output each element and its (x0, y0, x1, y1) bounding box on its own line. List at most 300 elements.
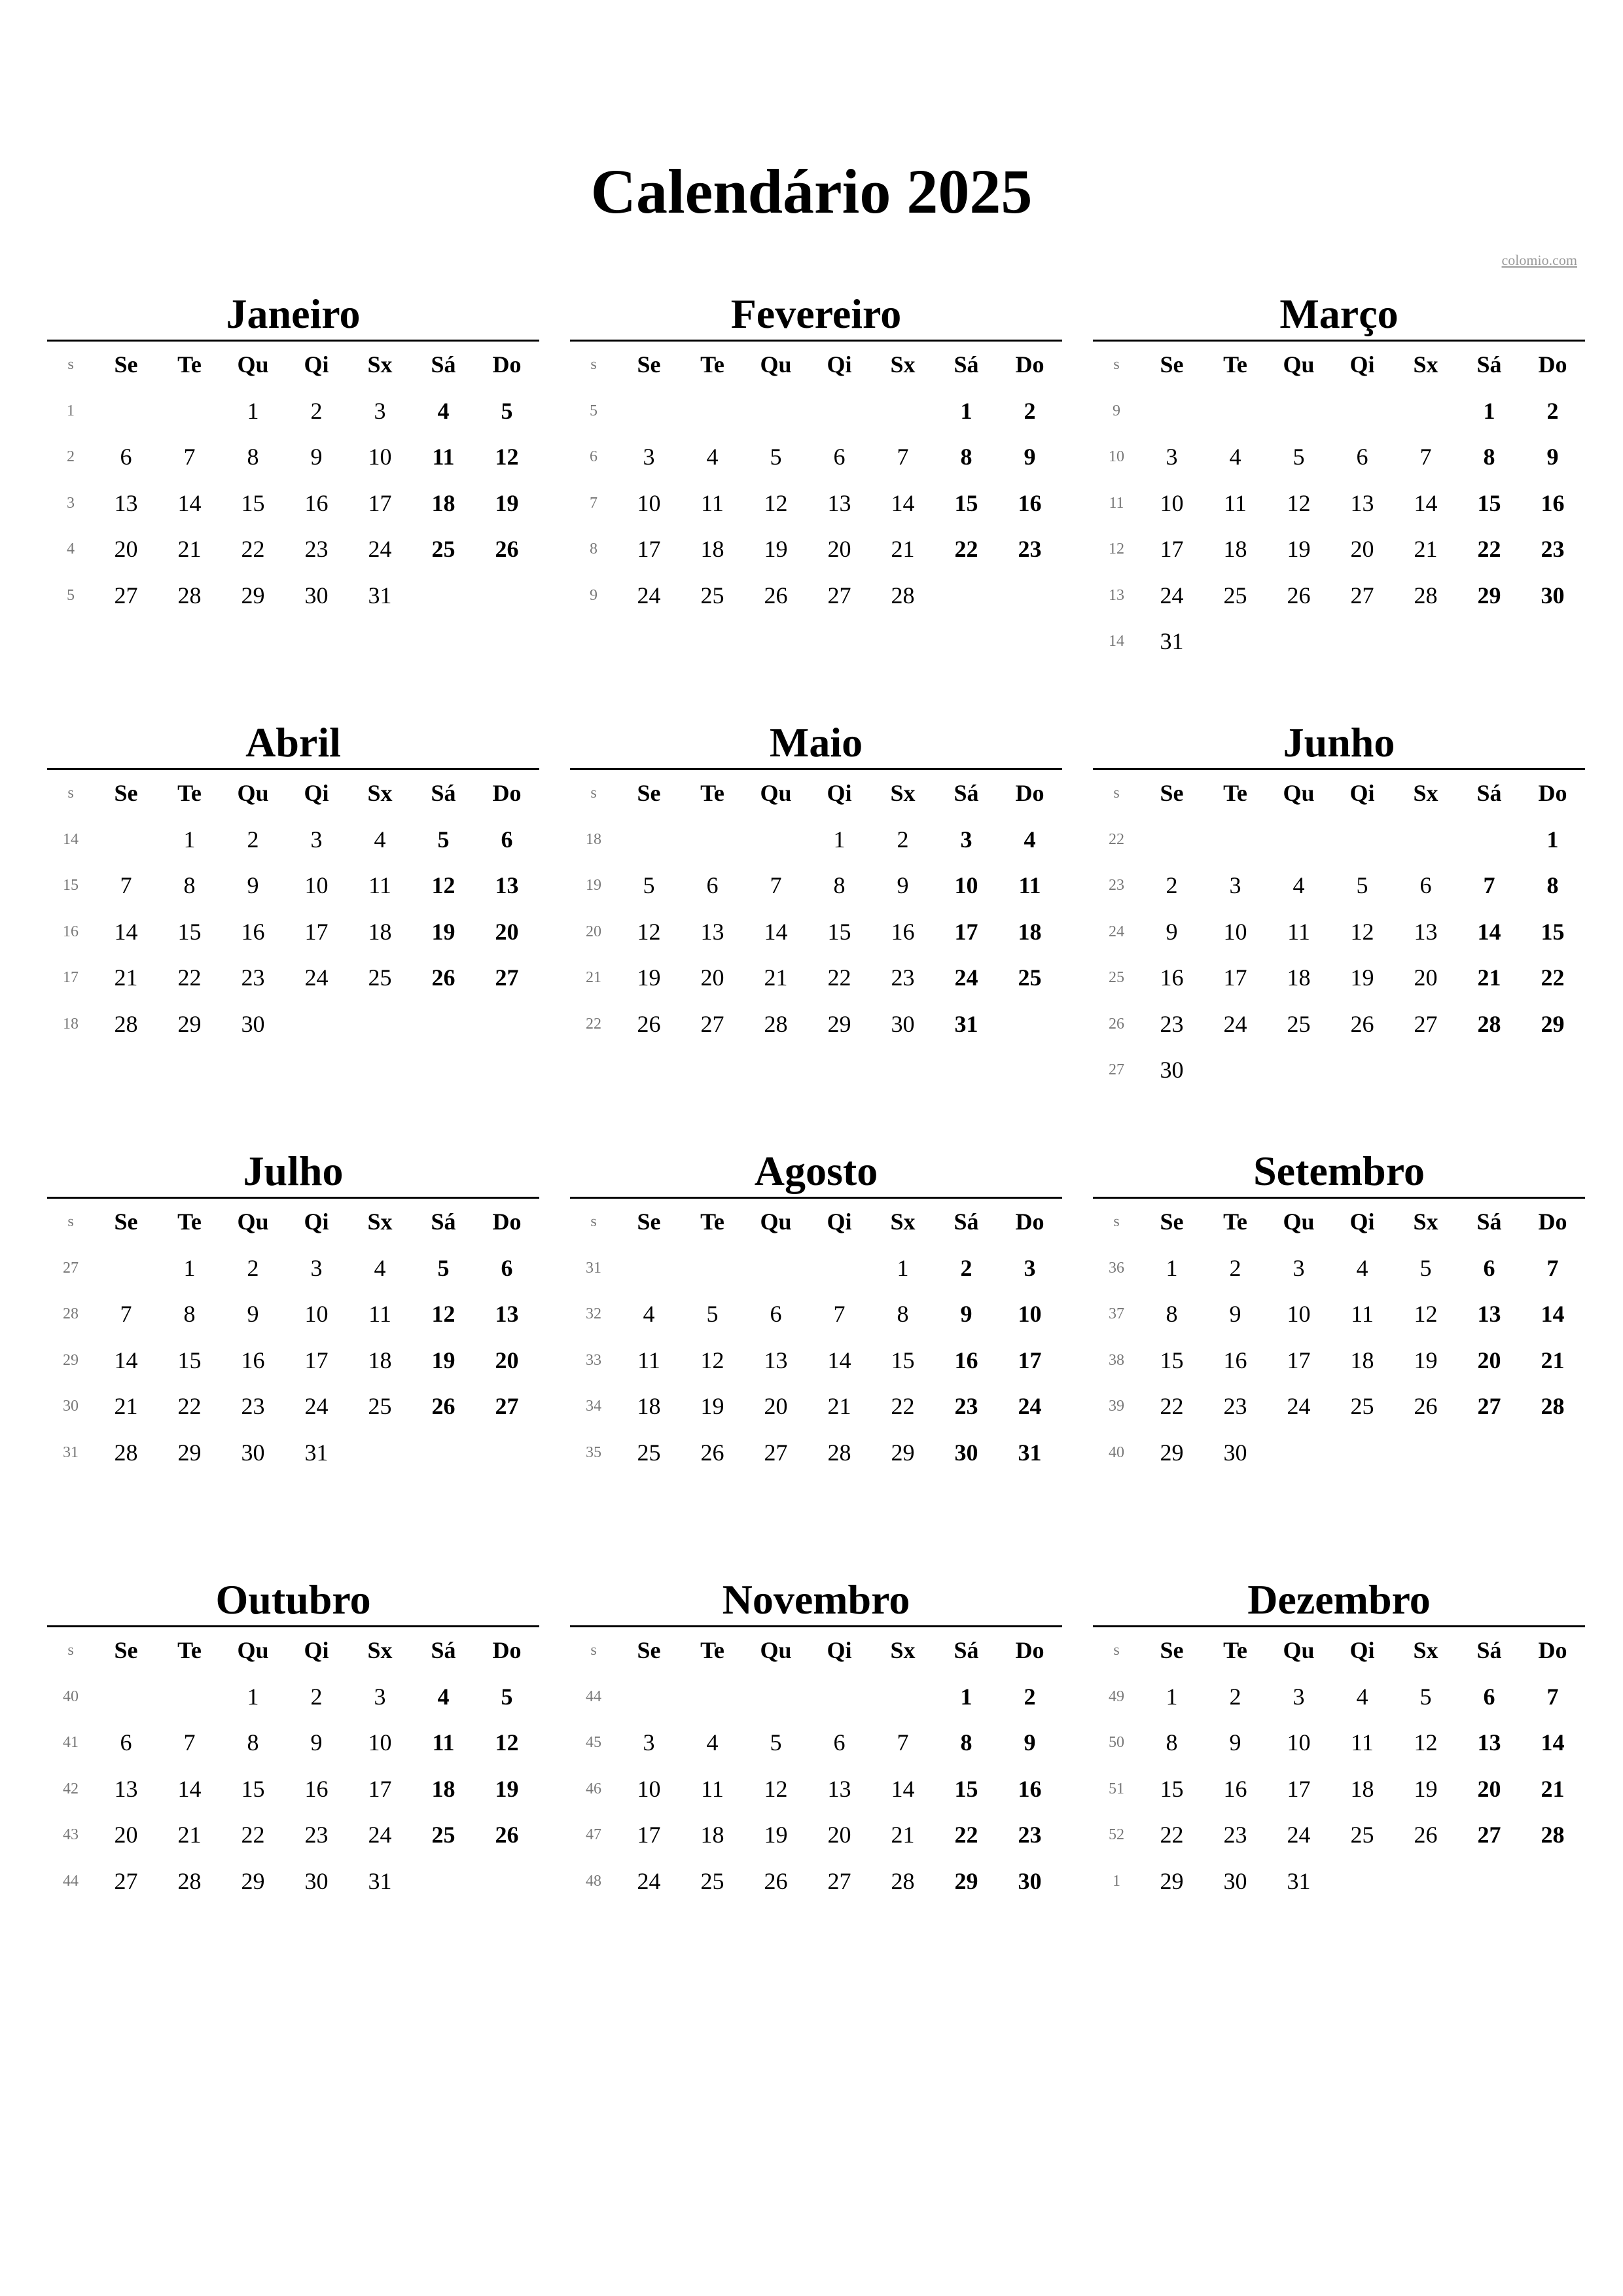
empty-day-cell (1267, 817, 1330, 863)
day-cell: 22 (177, 964, 202, 991)
empty-day-cell (744, 1245, 808, 1292)
day-cell: 6 (501, 1254, 513, 1281)
day-cell: 8 (183, 872, 196, 899)
day-cell: 1 (183, 1254, 196, 1281)
week-column-header: s (590, 1213, 597, 1231)
day-cell: 27 (700, 1010, 724, 1037)
weekday-header: Sá (431, 351, 456, 378)
day-cell: 13 (1477, 1301, 1501, 1328)
day-cell: 15 (1541, 918, 1565, 945)
day-cell: 14 (114, 918, 138, 945)
day-cell: 15 (954, 1775, 978, 1802)
day-cell: 22 (1541, 964, 1565, 991)
week-number: 19 (586, 877, 601, 894)
day-cell: 4 (437, 1683, 450, 1710)
day-cell: 25 (1018, 964, 1042, 991)
day-cell: 23 (891, 964, 915, 991)
day-cell: 25 (431, 1822, 455, 1848)
day-cell: 28 (1477, 1010, 1501, 1037)
day-cell: 15 (827, 918, 851, 945)
weekday-header: Se (1160, 780, 1184, 807)
month-block (47, 1577, 539, 1904)
day-cell: 29 (241, 1867, 265, 1894)
week-number: 29 (63, 1351, 79, 1369)
week-number: 31 (586, 1259, 601, 1277)
weekday-header: Se (1160, 1209, 1184, 1235)
day-cell: 26 (495, 536, 519, 563)
day-cell: 31 (1287, 1867, 1311, 1894)
day-cell: 14 (114, 1347, 138, 1373)
weekday-header: Te (177, 1209, 202, 1235)
empty-day-cell (475, 1858, 539, 1905)
day-cell: 23 (1160, 1010, 1184, 1037)
day-cell: 23 (1018, 536, 1042, 563)
day-cell: 19 (764, 536, 788, 563)
watermark-link[interactable]: colomio.com (1501, 252, 1577, 268)
week-column-header: s (590, 785, 597, 802)
week-number: 10 (1109, 448, 1124, 466)
empty-day-cell (681, 1245, 744, 1292)
day-cell: 26 (1414, 1393, 1438, 1420)
day-cell: 23 (241, 964, 265, 991)
day-cell: 19 (431, 918, 455, 945)
month-grid (1093, 342, 1585, 665)
empty-day-cell (617, 388, 681, 434)
week-number: 42 (63, 1780, 79, 1797)
day-cell: 13 (700, 918, 724, 945)
day-cell: 26 (495, 1822, 519, 1848)
weekday-header: Se (114, 780, 138, 807)
day-cell: 3 (374, 1683, 386, 1710)
day-cell: 22 (827, 964, 851, 991)
day-cell: 1 (247, 1683, 259, 1710)
week-number: 9 (1113, 402, 1120, 419)
day-cell: 26 (764, 582, 788, 609)
day-cell: 21 (1477, 964, 1501, 991)
empty-day-cell (412, 573, 475, 619)
day-cell: 21 (827, 1393, 851, 1420)
day-cell: 15 (241, 1775, 265, 1802)
day-cell: 18 (1018, 918, 1042, 945)
week-number: 27 (1109, 1061, 1124, 1079)
day-cell: 10 (1287, 1301, 1311, 1328)
weekday-header: Qu (760, 351, 792, 378)
empty-day-cell (412, 1430, 475, 1476)
day-cell: 21 (1541, 1347, 1565, 1373)
day-cell: 12 (431, 1301, 455, 1328)
day-cell: 27 (114, 1867, 138, 1894)
month-grid (570, 770, 1062, 1047)
day-cell: 30 (1541, 582, 1565, 609)
day-cell: 11 (701, 489, 724, 516)
day-cell: 8 (897, 1301, 909, 1328)
month-title: Setembro (1253, 1148, 1425, 1194)
day-cell: 27 (827, 582, 851, 609)
week-number: 52 (1109, 1826, 1124, 1844)
day-cell: 15 (954, 489, 978, 516)
weekday-header: Do (1015, 1209, 1044, 1235)
day-cell: 14 (177, 1775, 202, 1802)
empty-day-cell (94, 1245, 158, 1292)
empty-day-cell (617, 1245, 681, 1292)
month-title: Abril (245, 719, 341, 766)
day-cell: 19 (1414, 1347, 1438, 1373)
week-column-header: s (67, 785, 74, 802)
day-cell: 16 (954, 1347, 978, 1373)
empty-day-cell (1267, 618, 1330, 665)
day-cell: 17 (1287, 1775, 1311, 1802)
day-cell: 28 (177, 1867, 202, 1894)
day-cell: 21 (177, 536, 202, 563)
day-cell: 13 (1414, 918, 1438, 945)
month-block (570, 720, 1062, 1047)
week-number: 1 (67, 402, 75, 419)
day-cell: 8 (1166, 1729, 1178, 1756)
weekday-header: Sx (890, 780, 916, 807)
week-column-header: s (67, 356, 74, 374)
day-cell: 27 (495, 964, 519, 991)
day-cell: 7 (183, 444, 196, 470)
day-cell: 28 (827, 1439, 851, 1466)
weekday-header: Qu (237, 780, 269, 807)
day-cell: 9 (1546, 444, 1559, 470)
empty-day-cell (1140, 388, 1204, 434)
empty-day-cell (1267, 388, 1330, 434)
day-cell: 16 (1541, 489, 1565, 516)
day-cell: 4 (706, 1729, 719, 1756)
day-cell: 23 (1541, 536, 1565, 563)
day-cell: 25 (368, 1393, 392, 1420)
week-number: 11 (1109, 494, 1124, 512)
empty-day-cell (1330, 388, 1394, 434)
day-cell: 28 (1541, 1822, 1565, 1848)
day-cell: 6 (706, 872, 719, 899)
month-block (570, 1148, 1062, 1475)
empty-day-cell (744, 817, 808, 863)
day-cell: 30 (1018, 1867, 1042, 1894)
day-cell: 10 (1018, 1301, 1042, 1328)
day-cell: 29 (891, 1439, 915, 1466)
day-cell: 25 (1350, 1393, 1374, 1420)
empty-day-cell (617, 817, 681, 863)
day-cell: 5 (706, 1301, 719, 1328)
day-cell: 3 (374, 397, 386, 424)
day-cell: 9 (1024, 1729, 1036, 1756)
month-block (570, 291, 1062, 618)
day-cell: 19 (764, 1822, 788, 1848)
day-cell: 8 (833, 872, 846, 899)
empty-day-cell (1394, 1430, 1457, 1476)
day-cell: 15 (241, 489, 265, 516)
week-number: 24 (1109, 923, 1124, 940)
week-number: 14 (1109, 633, 1124, 650)
day-cell: 25 (368, 964, 392, 991)
empty-day-cell (681, 1674, 744, 1720)
page-title: Calendário 2025 (590, 156, 1033, 226)
day-cell: 20 (1414, 964, 1438, 991)
day-cell: 18 (700, 1822, 724, 1848)
day-cell: 16 (1018, 1775, 1042, 1802)
week-number: 18 (63, 1015, 79, 1033)
empty-day-cell (871, 388, 935, 434)
week-number: 22 (1109, 830, 1124, 848)
day-cell: 27 (1414, 1010, 1438, 1037)
day-cell: 16 (1018, 489, 1042, 516)
day-cell: 18 (431, 1775, 455, 1802)
day-cell: 16 (1160, 964, 1184, 991)
day-cell: 10 (368, 444, 392, 470)
empty-day-cell (1267, 1047, 1330, 1093)
day-cell: 23 (954, 1393, 978, 1420)
day-cell: 8 (1546, 872, 1559, 899)
weekday-header: Sá (431, 1209, 456, 1235)
day-cell: 7 (120, 872, 132, 899)
day-cell: 9 (1166, 918, 1178, 945)
week-number: 38 (1109, 1351, 1124, 1369)
day-cell: 11 (368, 1301, 391, 1328)
week-number: 15 (63, 877, 79, 894)
week-column-header: s (590, 356, 597, 374)
empty-day-cell (1521, 1430, 1584, 1476)
empty-day-cell (475, 573, 539, 619)
day-cell: 21 (1414, 536, 1438, 563)
month-grid (570, 1627, 1062, 1904)
day-cell: 21 (891, 1822, 915, 1848)
empty-day-cell (681, 817, 744, 863)
day-cell: 8 (183, 1301, 196, 1328)
day-cell: 2 (897, 826, 909, 853)
empty-day-cell (1330, 618, 1394, 665)
day-cell: 27 (114, 582, 138, 609)
empty-day-cell (1330, 1858, 1394, 1905)
day-cell: 1 (960, 1683, 972, 1710)
month-title: Junho (1283, 719, 1395, 766)
day-cell: 30 (241, 1010, 265, 1037)
day-cell: 1 (1483, 397, 1495, 424)
day-cell: 9 (310, 444, 323, 470)
week-number: 34 (586, 1398, 601, 1415)
day-cell: 17 (1018, 1347, 1042, 1373)
day-cell: 1 (897, 1254, 909, 1281)
weekday-header: Se (114, 351, 138, 378)
day-cell: 21 (764, 964, 788, 991)
week-number: 4 (67, 540, 75, 558)
day-cell: 3 (643, 1729, 655, 1756)
weekday-header: Qi (1349, 1637, 1375, 1664)
day-cell: 12 (764, 1775, 788, 1802)
day-cell: 7 (770, 872, 782, 899)
day-cell: 12 (1414, 1729, 1438, 1756)
day-cell: 24 (1160, 582, 1184, 609)
empty-day-cell (998, 573, 1061, 619)
day-cell: 4 (643, 1301, 655, 1328)
empty-day-cell (475, 1430, 539, 1476)
weekday-header: Sx (890, 351, 916, 378)
empty-day-cell (285, 1001, 348, 1048)
day-cell: 31 (368, 1867, 392, 1894)
week-number: 37 (1109, 1305, 1124, 1323)
day-cell: 20 (495, 918, 519, 945)
weekday-header: Sá (954, 351, 979, 378)
weekday-header: Sx (890, 1637, 916, 1664)
week-number: 13 (1109, 586, 1124, 604)
day-cell: 26 (1350, 1010, 1374, 1037)
day-cell: 13 (495, 1301, 519, 1328)
day-cell: 6 (1483, 1683, 1495, 1710)
weekday-header: Sá (431, 780, 456, 807)
empty-day-cell (94, 817, 158, 863)
day-cell: 6 (501, 826, 513, 853)
day-cell: 16 (1223, 1347, 1247, 1373)
day-cell: 29 (954, 1867, 978, 1894)
empty-day-cell (1204, 817, 1267, 863)
day-cell: 11 (432, 1729, 455, 1756)
day-cell: 30 (1223, 1867, 1247, 1894)
week-number: 51 (1109, 1780, 1124, 1797)
empty-day-cell (1394, 1047, 1457, 1093)
day-cell: 20 (700, 964, 724, 991)
weekday-header: Se (114, 1209, 138, 1235)
day-cell: 31 (1018, 1439, 1042, 1466)
day-cell: 1 (247, 397, 259, 424)
day-cell: 23 (1223, 1393, 1247, 1420)
day-cell: 27 (495, 1393, 519, 1420)
day-cell: 18 (637, 1393, 661, 1420)
weekday-header: Qi (827, 1637, 852, 1664)
day-cell: 14 (764, 918, 788, 945)
day-cell: 3 (1024, 1254, 1036, 1281)
weekday-header: Te (177, 780, 202, 807)
weekday-header: Do (1538, 1209, 1567, 1235)
weekday-header: Qu (1283, 1637, 1315, 1664)
weekday-header: Sá (1476, 780, 1502, 807)
weekday-header: Do (1015, 351, 1044, 378)
weekday-header: Te (1223, 1637, 1247, 1664)
day-cell: 5 (1419, 1254, 1432, 1281)
day-cell: 4 (437, 397, 450, 424)
day-cell: 6 (1419, 872, 1432, 899)
day-cell: 4 (374, 826, 386, 853)
weekday-header: Do (492, 1209, 522, 1235)
day-cell: 17 (637, 536, 661, 563)
day-cell: 26 (431, 1393, 455, 1420)
weekday-header: Sá (1476, 1637, 1502, 1664)
day-cell: 18 (1223, 536, 1247, 563)
month-title: Julho (243, 1148, 344, 1194)
week-number: 46 (586, 1780, 601, 1797)
day-cell: 29 (1160, 1867, 1184, 1894)
week-number: 35 (586, 1443, 601, 1461)
day-cell: 9 (1024, 444, 1036, 470)
month-grid (1093, 1199, 1585, 1475)
day-cell: 30 (891, 1010, 915, 1037)
day-cell: 7 (1419, 444, 1432, 470)
week-number: 36 (1109, 1259, 1124, 1277)
day-cell: 26 (764, 1867, 788, 1894)
day-cell: 25 (431, 536, 455, 563)
day-cell: 13 (827, 489, 851, 516)
weekday-header: Qi (827, 1209, 852, 1235)
day-cell: 20 (827, 536, 851, 563)
day-cell: 20 (114, 1822, 138, 1848)
day-cell: 1 (960, 397, 972, 424)
week-number: 2 (67, 448, 75, 466)
day-cell: 13 (1350, 489, 1374, 516)
day-cell: 2 (1229, 1683, 1241, 1710)
day-cell: 7 (897, 444, 909, 470)
week-number: 20 (586, 923, 601, 940)
week-number: 47 (586, 1826, 601, 1844)
day-cell: 28 (177, 582, 202, 609)
day-cell: 3 (1166, 444, 1178, 470)
weekday-header: Sx (1413, 1209, 1438, 1235)
day-cell: 12 (637, 918, 661, 945)
weekday-header: Se (637, 351, 661, 378)
day-cell: 5 (1356, 872, 1368, 899)
weekday-header: Se (1160, 1637, 1184, 1664)
weekday-header: Qi (304, 1209, 329, 1235)
empty-day-cell (871, 1674, 935, 1720)
weekday-header: Do (1538, 351, 1567, 378)
weekday-header: Sx (1413, 780, 1438, 807)
weekday-header: Sá (954, 1209, 979, 1235)
month-title: Agosto (754, 1148, 878, 1194)
weekday-header: Sá (1476, 351, 1502, 378)
day-cell: 5 (437, 826, 450, 853)
day-cell: 29 (1160, 1439, 1184, 1466)
month-grid (47, 342, 539, 618)
weekday-header: Se (1160, 351, 1184, 378)
day-cell: 13 (764, 1347, 788, 1373)
empty-day-cell (475, 1001, 539, 1048)
day-cell: 4 (1293, 872, 1305, 899)
week-number: 27 (63, 1259, 79, 1277)
week-number: 6 (590, 448, 597, 466)
week-number: 48 (586, 1872, 601, 1890)
week-number: 45 (586, 1734, 601, 1752)
day-cell: 25 (700, 582, 724, 609)
day-cell: 12 (495, 444, 519, 470)
day-cell: 2 (1546, 397, 1559, 424)
day-cell: 20 (827, 1822, 851, 1848)
weekday-header: Do (1538, 780, 1567, 807)
empty-day-cell (935, 573, 998, 619)
day-cell: 8 (247, 444, 259, 470)
empty-day-cell (808, 1245, 871, 1292)
weekday-header: Se (114, 1637, 138, 1664)
day-cell: 26 (1287, 582, 1311, 609)
day-cell: 24 (368, 1822, 392, 1848)
day-cell: 11 (1351, 1301, 1374, 1328)
weekday-header: Te (700, 780, 724, 807)
empty-day-cell (1457, 817, 1521, 863)
day-cell: 4 (1229, 444, 1241, 470)
day-cell: 28 (764, 1010, 788, 1037)
weekday-header: Se (637, 780, 661, 807)
day-cell: 11 (701, 1775, 724, 1802)
day-cell: 9 (1229, 1301, 1241, 1328)
weekday-header: Qi (1349, 351, 1375, 378)
day-cell: 30 (241, 1439, 265, 1466)
day-cell: 7 (1546, 1254, 1559, 1281)
week-number: 22 (586, 1015, 601, 1033)
day-cell: 22 (954, 1822, 978, 1848)
week-number: 32 (586, 1305, 601, 1323)
day-cell: 7 (120, 1301, 132, 1328)
day-cell: 7 (1546, 1683, 1559, 1710)
day-cell: 28 (114, 1439, 138, 1466)
day-cell: 23 (304, 536, 329, 563)
